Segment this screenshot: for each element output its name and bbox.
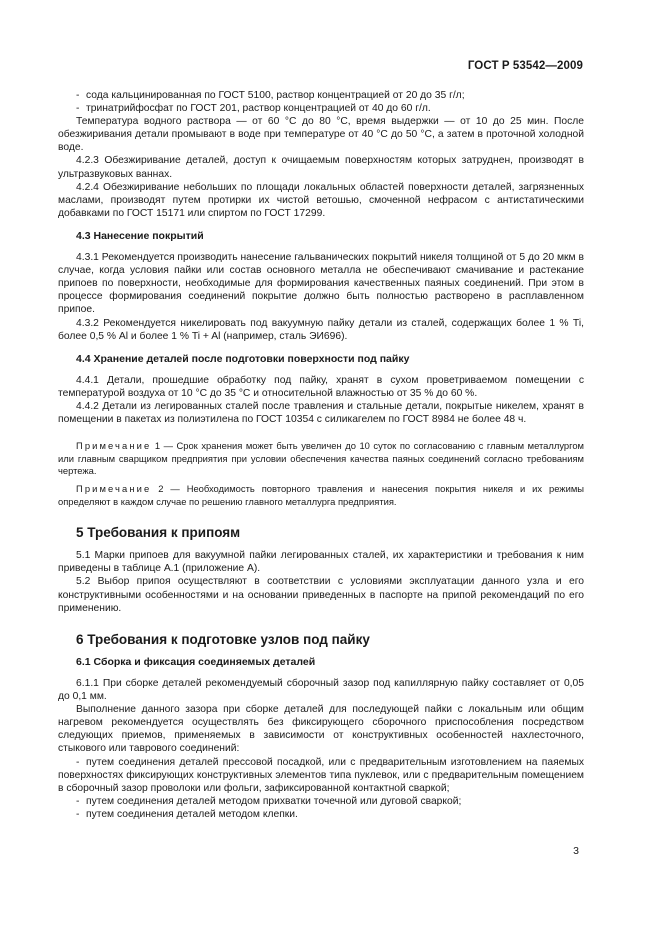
paragraph: 4.4.1 Детали, прошедшие обработку под пайку, хранят в сухом проветриваемом помещении с температурой воздуха от 10 °С до 35 °С и относительной влажностью от 35 % до 60 %. (58, 374, 584, 399)
list-item: - путем соединения деталей методом клепки. (76, 808, 298, 820)
list-item-text: тринатрийфосфат по ГОСТ 201, раствор концентрацией от 40 до 60 г/л. (86, 103, 431, 115)
subsection-heading: 4.3 Нанесение покрытий (76, 229, 204, 242)
list-item: - путем соединения деталей методом прихватки точечной или дуговой сваркой; (76, 795, 462, 807)
note-text: 1 — Срок хранения может быть увеличен до 10 суток по согласованию с главным металлургом или главным сварщиком предприятия при условии обеспечения качества паяных соединений согласно требованиям чертежа. (58, 440, 584, 476)
paragraph: 4.2.4 Обезжиривание небольших по площади локальных областей поверхности деталей, загрязненных маслами, производят путем протирки их чистой ветошью, смоченной нефрасом с антистатическими добавками по ГОСТ 15171 или спиртом по ГОСТ 17299. (58, 181, 584, 219)
paragraph: 4.2.3 Обезжиривание деталей, доступ к очищаемым поверхностям которых затруднен, производят в ультразвуковых ваннах. (58, 155, 584, 180)
list-item: - путем соединения деталей прессовой посадкой, или с предварительным изготовлением на паяемых поверхностях фиксирующих конструктивных элементов типа пуклевок, или с предварительным помещением в сборочный зазор проволоки или фольги, зафиксированной контактной сваркой; (58, 756, 584, 794)
paragraph: 5.1 Марки припоев для вакуумной пайки легированных сталей, их характеристики и требования к ним приведены в таблице А.1 (приложение А). (58, 550, 584, 575)
section-heading: 5 Требования к припоям (76, 525, 241, 541)
note (58, 440, 584, 477)
page-number: 3 (573, 845, 579, 857)
paragraph: 4.4.2 Детали из легированных сталей после травления и стальные детали, покрытые никелем, хранят в помещении в пакетах из полиэтилена по ГОСТ 10354 с силикагелем по ГОСТ 8984 не более 48 ч. (58, 400, 584, 426)
document-body (58, 89, 584, 821)
note-label: Примечание (76, 440, 152, 452)
subsection-heading: 4.4 Хранение деталей после подготовки поверхности под пайку (76, 352, 410, 365)
list-item-text: сода кальцинированная по ГОСТ 5100, раствор концентрацией от 20 до 35 г/л; (86, 90, 465, 101)
list-item-text: путем соединения деталей прессовой посадкой, или с предварительным изготовлением на паяемых поверхностях фиксирующих конструктивных элементов типа пуклевок, или с предварительным помещением в сборочный зазор проволоки или фольги, зафиксированной контактной сваркой; (58, 756, 584, 794)
paragraph: 4.3.2 Рекомендуется никелировать под вакуумную пайку детали из сталей, содержащих более 1 % Ti, более 0,5 % Al и более 1 % Ti + Al (например, сталь ЭИ696). (58, 317, 584, 342)
subsection-heading: 6.1 Сборка и фиксация соединяемых деталей (76, 655, 316, 668)
note-text: 2 — Необходимость повторного травления и нанесения покрытия никеля и их режимы определяют в каждом случае по решению главного металлурга предприятия. (58, 483, 585, 507)
note-label: Примечание (76, 483, 152, 495)
paragraph: Температура водного раствора — от 60 °С до 80 °С, время выдержки — от 10 до 25 мин. После обезжиривания детали промывают в воде при температуре от 40 °С до 50 °С, а затем в проточной холодной воде. (58, 116, 584, 154)
note (58, 483, 584, 508)
section-heading: 6 Требования к подготовке узлов под пайку (76, 631, 370, 647)
list-item-text: путем соединения деталей методом прихватки точечной или дуговой сваркой; (86, 795, 462, 807)
paragraph: Выполнение данного зазора при сборке деталей для последующей пайки с локальным или общим нагревом рекомендуется осуществлять без фиксирующего сборочного приспособления посредством следующих приемов, применяемых в зависимости от конструктивных особенностей нахлесточного, стыкового или таврового соединений: (58, 704, 584, 755)
paragraph: 5.2 Выбор припоя осуществляют в соответствии с условиями эксплуатации данного узла и его конструктивными особенностями и на основании приведенных в паспорте на припой рекомендаций по его применению. (58, 576, 584, 614)
paragraph: 6.1.1 При сборке деталей рекомендуемый сборочный зазор под капиллярную пайку составляет от 0,05 до 0,1 мм. (58, 677, 584, 703)
list-item-text: путем соединения деталей методом клепки. (86, 808, 298, 820)
paragraph: 4.3.1 Рекомендуется производить нанесение гальванических покрытий никеля толщиной от 5 до 20 мкм в случае, когда условия пайки или состав основного металла не обеспечивают смачивание и растекание припоев по поверхности, необходимые для формирования качественных паяных соединений. При этом в процессе формирования соединений покрытие должно быть полностью растворено в расплавленном припое. (58, 252, 584, 316)
document-header: ГОСТ Р 53542—2009 (467, 60, 583, 72)
list-item: - тринатрийфосфат по ГОСТ 201, раствор концентрацией от 40 до 60 г/л. (76, 103, 431, 115)
list-item: - сода кальцинированная по ГОСТ 5100, раствор концентрацией от 20 до 35 г/л; (76, 90, 465, 101)
